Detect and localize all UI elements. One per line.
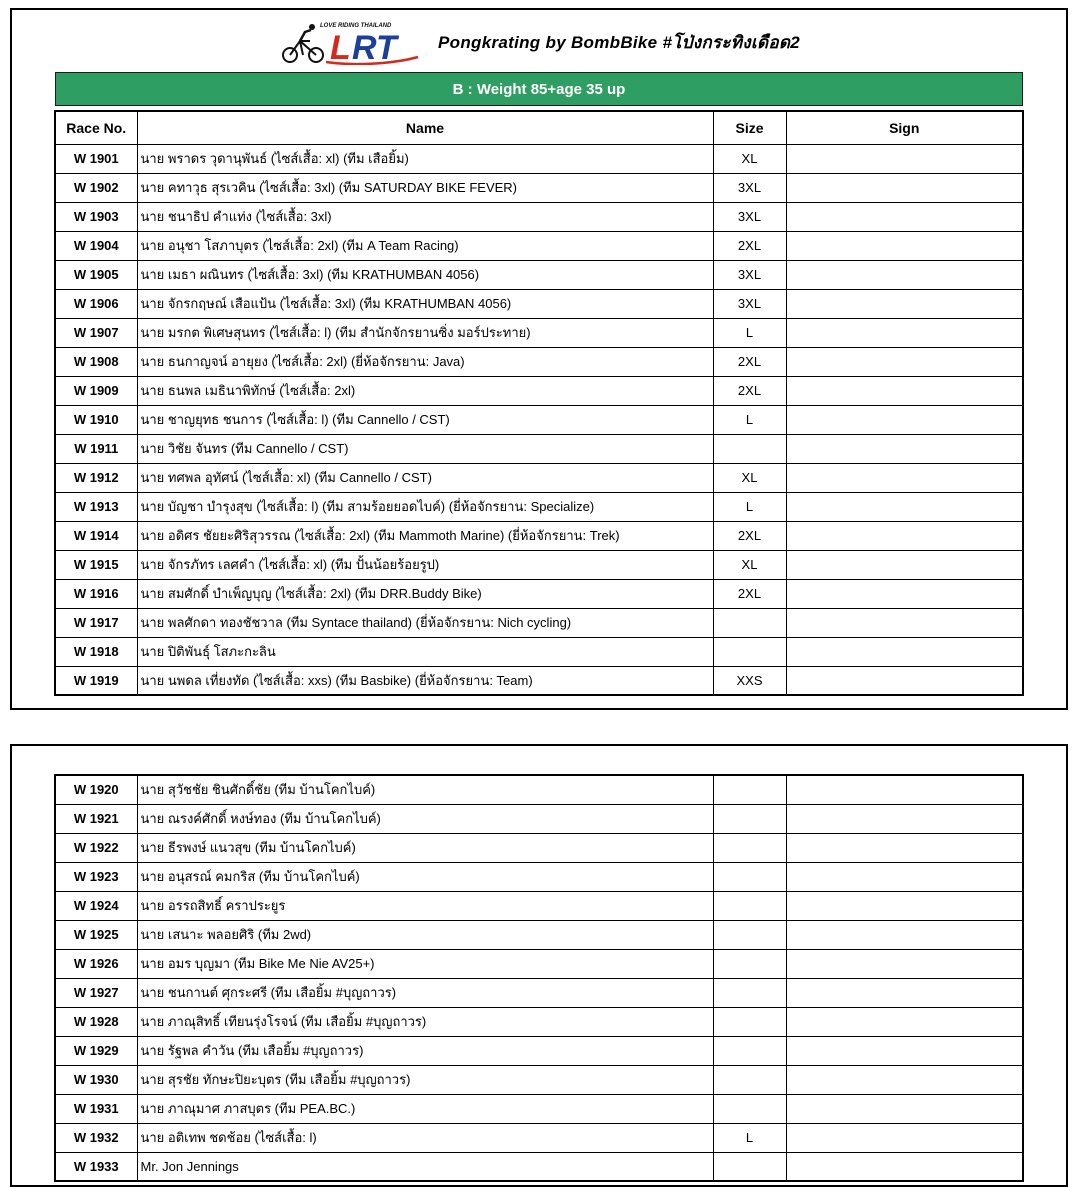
race-no-cell: W 1930: [55, 1065, 137, 1094]
table-row: [55, 318, 1023, 347]
race-no-cell: W 1904: [55, 231, 137, 260]
name-cell: นาย มรกต พิเศษสุนทร (ไซส์เสื้อ: l) (ทีม สำนักจักรยานซิ่ง มอร์ประทาย): [137, 318, 713, 347]
name-cell: นาย ภาณุสิทธิ์ เทียนรุ่งโรจน์ (ทีม เสือยิ้ม #บุญถาวร): [137, 1007, 713, 1036]
sign-cell: [786, 804, 1023, 833]
name-cell: นาย พลศักดา ทองชัชวาล (ทีม Syntace thailand) (ยี่ห้อจักรยาน: Nich cycling): [137, 608, 713, 637]
sign-cell: [786, 833, 1023, 862]
table-row: [55, 579, 1023, 608]
logo-letter-l: L: [330, 29, 351, 65]
size-cell: XXS: [713, 666, 786, 695]
size-cell: [713, 1152, 786, 1181]
size-cell: 3XL: [713, 289, 786, 318]
table-row: [55, 202, 1023, 231]
name-cell: นาย บัญชา บำรุงสุข (ไซส์เสื้อ: l) (ทีม สามร้อยยอดไบค์) (ยี่ห้อจักรยาน: Specialize): [137, 492, 713, 521]
size-cell: [713, 637, 786, 666]
name-cell: นาย จักรภัทร เลศคำ (ไซส์เสื้อ: xl) (ทีม ปั้นน้อยร้อยรูป): [137, 550, 713, 579]
sign-cell: [786, 405, 1023, 434]
sign-cell: [786, 775, 1023, 804]
table-row: [55, 144, 1023, 173]
sign-cell: [786, 978, 1023, 1007]
size-cell: [713, 949, 786, 978]
page-frame-1: [10, 8, 1068, 710]
table-row: [55, 260, 1023, 289]
size-cell: [713, 1094, 786, 1123]
table-row: [55, 231, 1023, 260]
race-no-cell: W 1906: [55, 289, 137, 318]
table-row: [55, 463, 1023, 492]
table-row: [55, 550, 1023, 579]
race-no-cell: W 1901: [55, 144, 137, 173]
sign-cell: [786, 637, 1023, 666]
sign-cell: [786, 949, 1023, 978]
column-header-size: Size: [713, 111, 786, 144]
sign-cell: [786, 579, 1023, 608]
size-cell: [713, 1036, 786, 1065]
race-no-cell: W 1926: [55, 949, 137, 978]
size-cell: [713, 920, 786, 949]
size-cell: [713, 1065, 786, 1094]
name-cell: นาย วิชัย จันทร (ทีม Cannello / CST): [137, 434, 713, 463]
name-cell: นาย ธนพล เมธินาพิทักษ์ (ไซส์เสื้อ: 2xl): [137, 376, 713, 405]
name-cell: นาย นพดล เที่ยงทัด (ไซส์เสื้อ: xxs) (ทีม Basbike) (ยี่ห้อจักรยาน: Team): [137, 666, 713, 695]
table-row: [55, 666, 1023, 695]
sign-cell: [786, 463, 1023, 492]
name-cell: นาย สุรชัย ทักษะปิยะบุตร (ทีม เสือยิ้ม #บุญถาวร): [137, 1065, 713, 1094]
size-cell: 3XL: [713, 260, 786, 289]
name-cell: Mr. Jon Jennings: [137, 1152, 713, 1181]
sign-cell: [786, 550, 1023, 579]
size-cell: XL: [713, 550, 786, 579]
column-header-name: Name: [137, 111, 713, 144]
name-cell: นาย อนุชา โสภาบุตร (ไซส์เสื้อ: 2xl) (ทีม A Team Racing): [137, 231, 713, 260]
cyclist-icon: [283, 24, 323, 62]
name-cell: นาย ชนกานต์ ศุกระศรี (ทีม เสือยิ้ม #บุญถาวร): [137, 978, 713, 1007]
size-cell: [713, 862, 786, 891]
size-cell: 2XL: [713, 231, 786, 260]
sign-cell: [786, 376, 1023, 405]
name-cell: นาย อดิศร ชัยยะศิริสุวรรณ (ไซส์เสื้อ: 2xl) (ทีม Mammoth Marine) (ยี่ห้อจักรยาน: Trek): [137, 521, 713, 550]
race-no-cell: W 1920: [55, 775, 137, 804]
sign-cell: [786, 1152, 1023, 1181]
race-no-cell: W 1917: [55, 608, 137, 637]
race-no-cell: W 1903: [55, 202, 137, 231]
sign-cell: [786, 862, 1023, 891]
logo-letters-rt: RT: [352, 29, 397, 65]
race-no-cell: W 1915: [55, 550, 137, 579]
race-no-cell: W 1908: [55, 347, 137, 376]
section-header-bar: [55, 72, 1023, 106]
size-cell: L: [713, 492, 786, 521]
sign-cell: [786, 1123, 1023, 1152]
name-cell: นาย คทาวุธ สุรเวคิน (ไซส์เสื้อ: 3xl) (ทีม SATURDAY BIKE FEVER): [137, 173, 713, 202]
table-row: [55, 637, 1023, 666]
table-row: [55, 891, 1023, 920]
name-cell: นาย ภาณุมาศ ภาสบุตร (ทีม PEA.BC.): [137, 1094, 713, 1123]
name-cell: นาย ปิติพันธุ์ โสภะกะลิน: [137, 637, 713, 666]
logo-top-text: LOVE RIDING THAILAND: [320, 23, 392, 29]
race-no-cell: W 1910: [55, 405, 137, 434]
sign-cell: [786, 1094, 1023, 1123]
size-cell: 2XL: [713, 376, 786, 405]
name-cell: นาย เสนาะ พลอยศิริ (ทีม 2wd): [137, 920, 713, 949]
size-cell: XL: [713, 144, 786, 173]
column-header-race-no: Race No.: [55, 111, 137, 144]
size-cell: XL: [713, 463, 786, 492]
size-cell: L: [713, 318, 786, 347]
size-cell: [713, 891, 786, 920]
size-cell: [713, 978, 786, 1007]
table-row: [55, 608, 1023, 637]
name-cell: นาย อนุสรณ์ คมกริส (ทีม บ้านโคกไบค์): [137, 862, 713, 891]
name-cell: นาย อมร บุญมา (ทีม Bike Me Nie AV25+): [137, 949, 713, 978]
page-frame-2: [10, 744, 1068, 1187]
table-row: [55, 1065, 1023, 1094]
name-cell: นาย พราดร วุดานุพันธ์ (ไซส์เสื้อ: xl) (ทีม เสือยิ้ม): [137, 144, 713, 173]
race-no-cell: W 1905: [55, 260, 137, 289]
registration-table-1: [54, 110, 1024, 696]
sign-cell: [786, 608, 1023, 637]
column-header-sign: Sign: [786, 111, 1023, 144]
race-no-cell: W 1932: [55, 1123, 137, 1152]
name-cell: นาย ณรงค์ศักดิ์ หงษ์ทอง (ทีม บ้านโคกไบค์): [137, 804, 713, 833]
table-row: [55, 1123, 1023, 1152]
sign-cell: [786, 920, 1023, 949]
sign-cell: [786, 202, 1023, 231]
race-no-cell: W 1923: [55, 862, 137, 891]
table-row: [55, 1152, 1023, 1181]
sign-cell: [786, 1036, 1023, 1065]
race-no-cell: W 1933: [55, 1152, 137, 1181]
table-row: [55, 920, 1023, 949]
table-row: [55, 173, 1023, 202]
race-no-cell: W 1922: [55, 833, 137, 862]
race-no-cell: W 1924: [55, 891, 137, 920]
sign-cell: [786, 289, 1023, 318]
sign-cell: [786, 1065, 1023, 1094]
size-cell: [713, 1007, 786, 1036]
table-row: [55, 949, 1023, 978]
name-cell: นาย อรรถสิทธิ์ คราประยูร: [137, 891, 713, 920]
size-cell: 2XL: [713, 579, 786, 608]
table-row: [55, 492, 1023, 521]
name-cell: นาย จักรกฤษณ์ เสือแป้น (ไซส์เสื้อ: 3xl) (ทีม KRATHUMBAN 4056): [137, 289, 713, 318]
name-cell: นาย ธนกาญจน์ อายุยง (ไซส์เสื้อ: 2xl) (ยี่ห้อจักรยาน: Java): [137, 347, 713, 376]
table-row: [55, 1036, 1023, 1065]
race-no-cell: W 1913: [55, 492, 137, 521]
sign-cell: [786, 318, 1023, 347]
size-cell: [713, 434, 786, 463]
table-row: [55, 804, 1023, 833]
size-cell: [713, 775, 786, 804]
size-cell: 2XL: [713, 347, 786, 376]
table-row: [55, 833, 1023, 862]
size-cell: [713, 833, 786, 862]
name-cell: นาย สมศักดิ์ บำเพ็ญบุญ (ไซส์เสื้อ: 2xl) (ทีม DRR.Buddy Bike): [137, 579, 713, 608]
name-cell: นาย รัฐพล คำวัน (ทีม เสือยิ้ม #บุญถาวร): [137, 1036, 713, 1065]
sign-cell: [786, 521, 1023, 550]
section-header-label: B : Weight 85+age 35 up: [452, 80, 626, 98]
race-no-cell: W 1931: [55, 1094, 137, 1123]
race-no-cell: W 1914: [55, 521, 137, 550]
name-cell: นาย สุวัชชัย ชินศักดิ์ชัย (ทีม บ้านโคกไบค์): [137, 775, 713, 804]
race-no-cell: W 1909: [55, 376, 137, 405]
race-no-cell: W 1919: [55, 666, 137, 695]
race-no-cell: W 1902: [55, 173, 137, 202]
sign-cell: [786, 144, 1023, 173]
table-row: [55, 434, 1023, 463]
table-row: [55, 862, 1023, 891]
size-cell: 2XL: [713, 521, 786, 550]
sign-cell: [786, 492, 1023, 521]
lrt-cycling-logo: [278, 19, 428, 65]
race-no-cell: W 1912: [55, 463, 137, 492]
name-cell: นาย ชนาธิป คำแท่ง (ไซส์เสื้อ: 3xl): [137, 202, 713, 231]
sign-cell: [786, 347, 1023, 376]
name-cell: นาย ชาญยุทธ ชนการ (ไซส์เสื้อ: l) (ทีม Cannello / CST): [137, 405, 713, 434]
size-cell: L: [713, 405, 786, 434]
registration-table-2: [54, 774, 1024, 1182]
name-cell: นาย เมธา ผณินทร (ไซส์เสื้อ: 3xl) (ทีม KRATHUMBAN 4056): [137, 260, 713, 289]
sign-cell: [786, 1007, 1023, 1036]
race-no-cell: W 1925: [55, 920, 137, 949]
race-no-cell: W 1918: [55, 637, 137, 666]
table-row: [55, 775, 1023, 804]
size-cell: L: [713, 1123, 786, 1152]
table-row: [55, 289, 1023, 318]
table-row: [55, 1094, 1023, 1123]
sign-cell: [786, 260, 1023, 289]
table-row: [55, 376, 1023, 405]
race-no-cell: W 1916: [55, 579, 137, 608]
size-cell: [713, 608, 786, 637]
sign-cell: [786, 173, 1023, 202]
sign-cell: [786, 434, 1023, 463]
table-row: [55, 978, 1023, 1007]
document-header: [12, 18, 1066, 66]
table-row: [55, 1007, 1023, 1036]
sign-cell: [786, 231, 1023, 260]
name-cell: นาย ทศพล อุทัศน์ (ไซส์เสื้อ: xl) (ทีม Cannello / CST): [137, 463, 713, 492]
race-no-cell: W 1927: [55, 978, 137, 1007]
table-row: [55, 405, 1023, 434]
table-row: [55, 347, 1023, 376]
size-cell: 3XL: [713, 202, 786, 231]
name-cell: นาย ธีรพงษ์ แนวสุข (ทีม บ้านโคกไบค์): [137, 833, 713, 862]
name-cell: นาย อติเทพ ชดช้อย (ไซส์เสื้อ: l): [137, 1123, 713, 1152]
table-header-row: [55, 111, 1023, 144]
sign-cell: [786, 891, 1023, 920]
sign-cell: [786, 666, 1023, 695]
size-cell: 3XL: [713, 173, 786, 202]
page-title: Pongkrating by BombBike #โป่งกระทิงเดือด2: [438, 32, 800, 52]
race-no-cell: W 1911: [55, 434, 137, 463]
table-row: [55, 521, 1023, 550]
race-no-cell: W 1929: [55, 1036, 137, 1065]
race-no-cell: W 1928: [55, 1007, 137, 1036]
race-no-cell: W 1921: [55, 804, 137, 833]
race-no-cell: W 1907: [55, 318, 137, 347]
size-cell: [713, 804, 786, 833]
